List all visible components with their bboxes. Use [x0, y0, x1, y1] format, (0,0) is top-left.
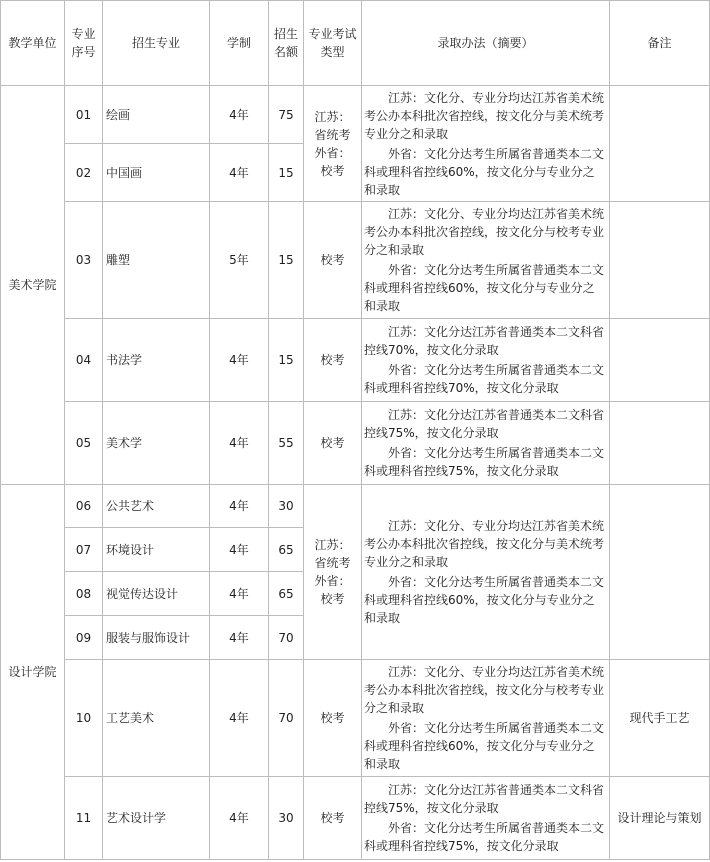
unit-cell: 设计学院	[1, 485, 65, 860]
code-cell: 11	[65, 777, 103, 860]
major-cell: 工艺美术	[103, 660, 210, 777]
years-cell: 4年	[210, 777, 269, 860]
exam-cell: 校考	[304, 319, 362, 402]
code-cell: 07	[65, 528, 103, 572]
method-jiangsu: 江苏：文化分达江苏省普通类本二文科省控线70%，按文化分录取	[364, 325, 605, 357]
header-remark: 备注	[610, 1, 710, 86]
method-jiangsu: 江苏：文化分达江苏省普通类本二文科省控线75%，按文化分录取	[364, 408, 605, 440]
header-unit: 教学单位	[1, 1, 65, 86]
exam-cell: 校考	[304, 777, 362, 860]
header-method: 录取办法（摘要）	[362, 1, 610, 86]
remark-cell	[610, 202, 710, 319]
method-waisheng: 外省：文化分达考生所属省普通类本二文科或理科省控线75%，按文化分录取	[364, 446, 605, 478]
method-waisheng: 外省：文化分达考生所属省普通类本二文科或理科省控线75%，按文化分录取	[364, 821, 605, 853]
years-cell: 4年	[210, 144, 269, 202]
method-waisheng: 外省：文化分达考生所属省普通类本二文科或理科省控线70%，按文化分录取	[364, 363, 605, 395]
remark-cell	[610, 86, 710, 202]
table-row	[1, 319, 710, 402]
remark-cell: 现代手工艺	[610, 660, 710, 777]
exam-wai-value: 校考	[320, 592, 345, 606]
method-jiangsu: 江苏：文化分、专业分均达江苏省美术统考公办本科批次省控线，按文化分与校考专业分之和录取	[364, 207, 605, 257]
table-row	[1, 202, 710, 319]
code-cell: 08	[65, 572, 103, 616]
exam-wai-value: 校考	[320, 163, 345, 178]
exam-js-label: 江苏：	[314, 538, 351, 552]
table-row	[1, 86, 710, 144]
method-cell	[362, 485, 610, 660]
major-cell: 环境设计	[103, 528, 210, 572]
years-cell: 4年	[210, 616, 269, 660]
major-cell: 中国画	[103, 144, 210, 202]
years-cell: 4年	[210, 319, 269, 402]
code-cell: 04	[65, 319, 103, 402]
method-jiangsu: 江苏：文化分、专业分均达江苏省美术统考公办本科批次省控线，按文化分与美术统考专业分之和录取	[364, 90, 605, 141]
header-code: 专业序号	[65, 1, 103, 86]
remark-cell: 设计理论与策划	[610, 777, 710, 860]
method-jiangsu: 江苏：文化分达江苏省普通类本二文科省控线75%，按文化分录取	[364, 783, 605, 815]
exam-js-value: 省统考	[314, 556, 351, 570]
method-cell	[362, 86, 610, 202]
header-quota: 招生名额	[269, 1, 304, 86]
code-cell: 02	[65, 144, 103, 202]
method-cell	[362, 319, 610, 402]
table-row	[1, 402, 710, 485]
years-cell: 4年	[210, 485, 269, 528]
years-cell: 4年	[210, 572, 269, 616]
table-row	[1, 660, 710, 777]
quota-cell: 70	[269, 616, 304, 660]
major-cell: 雕塑	[103, 202, 210, 319]
quota-cell: 70	[269, 660, 304, 777]
code-cell: 05	[65, 402, 103, 485]
exam-cell	[304, 485, 362, 660]
exam-js-label: 江苏：	[314, 109, 351, 124]
method-jiangsu: 江苏：文化分、专业分均达江苏省美术统考公办本科批次省控线，按文化分与美术统考专业分之和录取	[364, 519, 605, 569]
major-cell: 视觉传达设计	[103, 572, 210, 616]
table-row	[1, 485, 710, 528]
code-cell: 10	[65, 660, 103, 777]
method-cell	[362, 202, 610, 319]
method-waisheng: 外省：文化分达考生所属省普通类本二文科或理科省控线60%，按文化分与专业分之和录取	[364, 146, 605, 197]
header-exam: 专业考试类型	[304, 1, 362, 86]
method-jiangsu: 江苏：文化分、专业分均达江苏省美术统考公办本科批次省控线，按文化分与校考专业分之和录取	[364, 665, 605, 715]
method-waisheng: 外省：文化分达考生所属省普通类本二文科或理科省控线60%，按文化分与专业分之和录取	[364, 263, 605, 313]
exam-cell	[304, 86, 362, 202]
method-cell	[362, 660, 610, 777]
major-cell: 服装与服饰设计	[103, 616, 210, 660]
years-cell: 4年	[210, 528, 269, 572]
table-row	[1, 777, 710, 860]
exam-wai-label: 外省：	[314, 145, 351, 160]
exam-cell: 校考	[304, 660, 362, 777]
method-cell	[362, 777, 610, 860]
years-cell: 4年	[210, 402, 269, 485]
exam-cell: 校考	[304, 202, 362, 319]
remark-cell	[610, 319, 710, 402]
unit-cell: 美术学院	[1, 86, 65, 485]
remark-cell	[610, 485, 710, 660]
header-row	[1, 1, 710, 86]
quota-cell: 30	[269, 485, 304, 528]
method-cell	[362, 402, 610, 485]
years-cell: 4年	[210, 660, 269, 777]
method-waisheng: 外省：文化分达考生所属省普通类本二文科或理科省控线60%，按文化分与专业分之和录取	[364, 721, 605, 771]
code-cell: 03	[65, 202, 103, 319]
major-cell: 艺术设计学	[103, 777, 210, 860]
quota-cell: 15	[269, 319, 304, 402]
exam-cell: 校考	[304, 402, 362, 485]
major-cell: 书法学	[103, 319, 210, 402]
exam-wai-label: 外省：	[314, 574, 351, 588]
code-cell: 09	[65, 616, 103, 660]
years-cell: 5年	[210, 202, 269, 319]
code-cell: 06	[65, 485, 103, 528]
quota-cell: 15	[269, 202, 304, 319]
major-cell: 绘画	[103, 86, 210, 144]
major-cell: 公共艺术	[103, 485, 210, 528]
quota-cell: 15	[269, 144, 304, 202]
exam-js-value: 省统考	[314, 127, 351, 142]
quota-cell: 65	[269, 528, 304, 572]
major-cell: 美术学	[103, 402, 210, 485]
remark-cell	[610, 402, 710, 485]
quota-cell: 75	[269, 86, 304, 144]
quota-cell: 65	[269, 572, 304, 616]
code-cell: 01	[65, 86, 103, 144]
method-waisheng: 外省：文化分达考生所属省普通类本二文科或理科省控线60%，按文化分与专业分之和录取	[364, 575, 605, 625]
quota-cell: 55	[269, 402, 304, 485]
header-major: 招生专业	[103, 1, 210, 86]
quota-cell: 30	[269, 777, 304, 860]
years-cell: 4年	[210, 86, 269, 144]
header-years: 学制	[210, 1, 269, 86]
